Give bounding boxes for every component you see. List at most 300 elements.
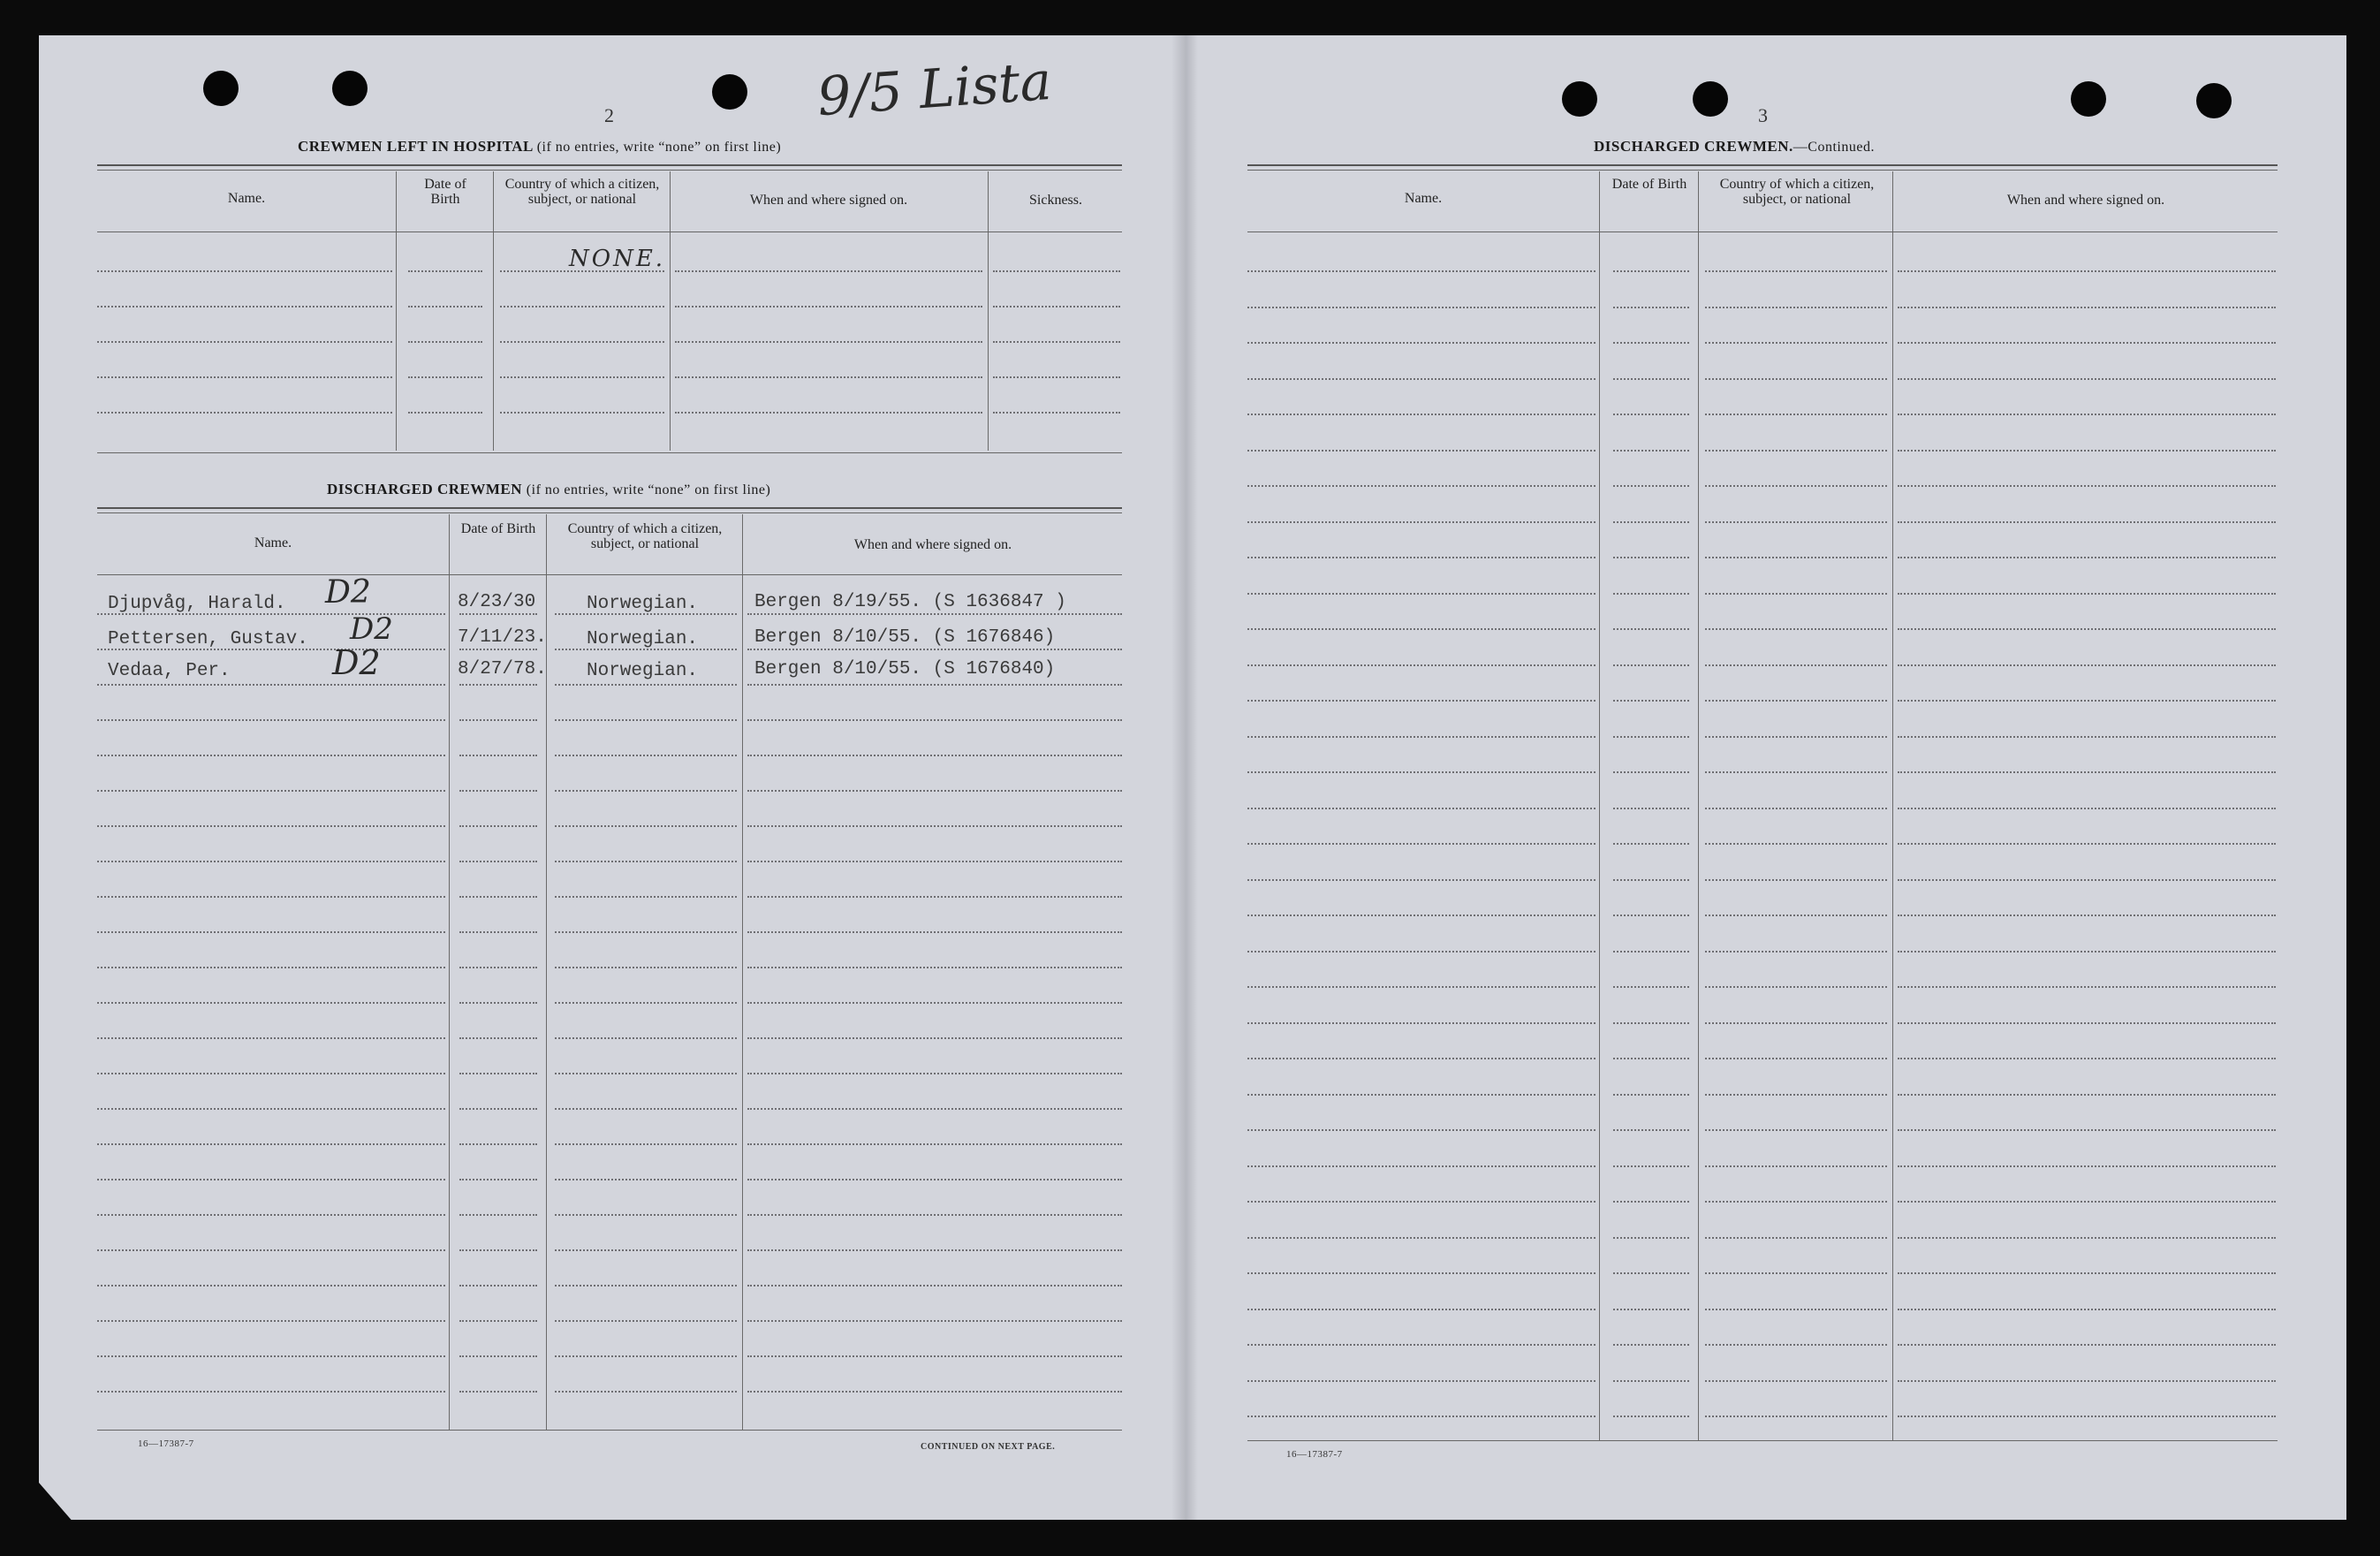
discharged-ruled-line: [97, 1214, 445, 1216]
right-col-divider: [1698, 171, 1699, 1440]
discharged-header-dob: Date of Birth: [460, 521, 536, 536]
right-col-divider: [1892, 171, 1893, 1440]
right-header-signed-on: When and where signed on.: [2006, 193, 2165, 208]
discharged-ruled-line: [747, 1214, 1122, 1216]
discharged-ruled-line: [97, 931, 445, 933]
right-ruled-line: [1898, 1272, 2276, 1274]
hospital-section-title: CREWMEN LEFT IN HOSPITAL (if no entries, write “none” on first line): [298, 138, 782, 155]
right-ruled-line: [1247, 414, 1596, 415]
right-ruled-line: [1705, 342, 1887, 344]
discharged-ruled-line: [459, 1179, 537, 1180]
punch-hole: [2071, 81, 2106, 117]
right-ruled-line: [1898, 1022, 2276, 1024]
right-ruled-line: [1705, 1416, 1887, 1417]
right-ruled-line: [1705, 593, 1887, 595]
discharged-ruled-line: [555, 1073, 737, 1074]
right-ruled-line: [1613, 628, 1689, 630]
discharged-ruled-line: [555, 1320, 737, 1322]
discharged-ruled-line: [555, 790, 737, 792]
discharged-ruled-line: [747, 1179, 1122, 1180]
right-ruled-line: [1613, 557, 1689, 558]
right-ruled-line: [1613, 951, 1689, 953]
right-ruled-line: [1247, 1416, 1596, 1417]
continued-note: CONTINUED ON NEXT PAGE.: [921, 1442, 1056, 1452]
right-ruled-line: [1705, 378, 1887, 380]
crew-row-3-mark: D2: [332, 643, 381, 682]
discharged-ruled-line: [97, 1320, 445, 1322]
discharged-ruled-line: [555, 1179, 737, 1180]
right-ruled-line: [1613, 808, 1689, 809]
discharged-header-rule: [97, 574, 1122, 575]
right-ruled-line: [1247, 485, 1596, 487]
right-top-rule: [1247, 164, 2278, 166]
right-ruled-line: [1247, 1380, 1596, 1382]
discharged-ruled-line: [459, 755, 537, 756]
right-ruled-line: [1898, 700, 2276, 702]
right-ruled-line: [1705, 771, 1887, 773]
right-ruled-line: [1247, 378, 1596, 380]
right-ruled-line: [1247, 736, 1596, 738]
discharged-ruled-line: [747, 684, 1122, 686]
hospital-ruled-line: [97, 376, 392, 378]
hospital-ruled-line: [500, 306, 664, 307]
right-ruled-line: [1613, 270, 1689, 272]
right-ruled-line: [1247, 1022, 1596, 1024]
right-ruled-line: [1705, 700, 1887, 702]
discharged-ruled-line: [555, 1355, 737, 1357]
discharged-ruled-line: [555, 1285, 737, 1287]
right-ruled-line: [1705, 521, 1887, 523]
right-ruled-line: [1898, 1058, 2276, 1059]
right-ruled-line: [1898, 1201, 2276, 1203]
discharged-ruled-line: [555, 1143, 737, 1145]
hospital-top-rule-2: [97, 170, 1122, 171]
hospital-col-divider: [396, 171, 397, 451]
right-ruled-line: [1898, 593, 2276, 595]
discharged-ruled-line: [97, 967, 445, 968]
discharged-col-divider: [449, 514, 450, 1430]
hospital-ruled-line: [993, 376, 1120, 378]
right-ruled-line: [1705, 915, 1887, 916]
discharged-ruled-line: [97, 1108, 445, 1110]
discharged-ruled-line: [747, 1002, 1122, 1004]
discharged-top-rule: [97, 507, 1122, 509]
page-number-left: 2: [604, 104, 614, 126]
right-ruled-line: [1898, 879, 2276, 881]
discharged-ruled-line: [555, 1391, 737, 1393]
discharged-ruled-line: [97, 1179, 445, 1180]
hospital-ruled-line: [675, 412, 982, 414]
discharged-ruled-line: [555, 1249, 737, 1251]
discharged-ruled-line: [747, 755, 1122, 756]
hospital-ruled-line: [500, 341, 664, 343]
discharged-ruled-line: [459, 790, 537, 792]
discharged-col-divider: [742, 514, 743, 1430]
discharged-ruled-line: [459, 1391, 537, 1393]
right-ruled-line: [1705, 628, 1887, 630]
punch-hole: [332, 71, 368, 106]
right-ruled-line: [1247, 342, 1596, 344]
right-ruled-line: [1613, 1058, 1689, 1059]
right-ruled-line: [1613, 1309, 1689, 1310]
right-ruled-line: [1705, 736, 1887, 738]
discharged-ruled-line: [747, 1320, 1122, 1322]
crew-row-3-name: Vedaa, Per.: [108, 661, 231, 681]
crew-row-1-dob: 8/23/30: [458, 592, 536, 612]
right-ruled-line: [1898, 1309, 2276, 1310]
discharged-ruled-line: [97, 1285, 445, 1287]
discharged-header-name: Name.: [254, 535, 292, 550]
right-col-divider: [1599, 171, 1600, 1440]
right-ruled-line: [1705, 485, 1887, 487]
hospital-none-entry: NONE.: [569, 246, 666, 272]
crew-row-1-mark: D2: [325, 574, 371, 611]
discharged-ruled-line: [459, 1355, 537, 1357]
discharged-ruled-line: [747, 649, 1122, 650]
discharged-ruled-line: [97, 825, 445, 827]
punch-hole: [1693, 81, 1728, 117]
discharged-ruled-line: [555, 825, 737, 827]
discharged-ruled-line: [459, 613, 537, 615]
right-ruled-line: [1613, 1094, 1689, 1096]
discharged-ruled-line: [747, 613, 1122, 615]
right-ruled-line: [1898, 986, 2276, 988]
hospital-header-signed-on: When and where signed on.: [749, 193, 908, 208]
right-ruled-line: [1898, 915, 2276, 916]
right-ruled-line: [1247, 1094, 1596, 1096]
right-ruled-line: [1613, 307, 1689, 308]
discharged-ruled-line: [747, 967, 1122, 968]
crew-row-1-name: Djupvåg, Harald.: [108, 594, 286, 614]
discharged-ruled-line: [459, 1320, 537, 1322]
right-header-name: Name.: [1404, 191, 1443, 206]
discharged-ruled-line: [97, 1391, 445, 1393]
discharged-ruled-line: [555, 719, 737, 721]
right-ruled-line: [1705, 270, 1887, 272]
right-ruled-line: [1613, 771, 1689, 773]
right-ruled-line: [1705, 557, 1887, 558]
discharged-ruled-line: [459, 896, 537, 898]
right-ruled-line: [1613, 1165, 1689, 1167]
right-ruled-line: [1898, 736, 2276, 738]
discharged-ruled-line: [97, 790, 445, 792]
discharged-ruled-line: [555, 684, 737, 686]
right-ruled-line: [1705, 879, 1887, 881]
punch-hole: [2196, 83, 2232, 118]
crew-row-2-dob: 7/11/23.: [458, 627, 547, 648]
hospital-ruled-line: [993, 412, 1120, 414]
hospital-col-divider: [493, 171, 494, 451]
right-ruled-line: [1613, 1380, 1689, 1382]
right-ruled-line: [1705, 1058, 1887, 1059]
discharged-ruled-line: [97, 1037, 445, 1039]
right-ruled-line: [1705, 1309, 1887, 1310]
right-ruled-line: [1613, 485, 1689, 487]
discharged-ruled-line: [459, 649, 537, 650]
discharged-top-rule-2: [97, 512, 1122, 513]
right-ruled-line: [1705, 1344, 1887, 1346]
discharged-ruled-line: [747, 825, 1122, 827]
discharged-ruled-line: [747, 1108, 1122, 1110]
discharged-ruled-line: [459, 684, 537, 686]
discharged-ruled-line: [459, 967, 537, 968]
right-ruled-line: [1613, 1237, 1689, 1239]
right-ruled-line: [1613, 736, 1689, 738]
right-header-dob: Date of Birth: [1611, 177, 1687, 192]
discharged-ruled-line: [97, 755, 445, 756]
hospital-header-country: Country of which a citizen, subject, or national: [504, 177, 660, 207]
discharged-ruled-line: [459, 1143, 537, 1145]
right-ruled-line: [1613, 843, 1689, 845]
right-ruled-line: [1247, 951, 1596, 953]
handwritten-annotation: 9/5 Lista: [815, 49, 1054, 129]
discharged-ruled-line: [97, 896, 445, 898]
right-ruled-line: [1705, 307, 1887, 308]
discharged-ruled-line: [747, 1037, 1122, 1039]
discharged-ruled-line: [459, 1285, 537, 1287]
right-ruled-line: [1705, 1129, 1887, 1131]
right-ruled-line: [1898, 1344, 2276, 1346]
right-ruled-line: [1247, 557, 1596, 558]
discharged-ruled-line: [97, 1355, 445, 1357]
discharged-ruled-line: [97, 861, 445, 862]
right-ruled-line: [1898, 1237, 2276, 1239]
right-ruled-line: [1705, 450, 1887, 452]
discharged-ruled-line: [747, 861, 1122, 862]
discharged-col-divider: [546, 514, 547, 1430]
right-ruled-line: [1613, 1344, 1689, 1346]
right-ruled-line: [1898, 771, 2276, 773]
discharged-ruled-line: [459, 1037, 537, 1039]
right-ruled-line: [1705, 808, 1887, 809]
discharged-ruled-line: [555, 1214, 737, 1216]
right-ruled-line: [1705, 1201, 1887, 1203]
hospital-ruled-line: [675, 306, 982, 307]
punch-hole: [203, 71, 239, 106]
right-ruled-line: [1613, 915, 1689, 916]
hospital-ruled-line: [993, 306, 1120, 307]
right-ruled-line: [1898, 270, 2276, 272]
hospital-ruled-line: [500, 412, 664, 414]
punch-hole: [712, 74, 747, 110]
right-ruled-line: [1247, 915, 1596, 916]
right-ruled-line: [1898, 1094, 2276, 1096]
right-ruled-line: [1705, 664, 1887, 666]
right-ruled-line: [1247, 1237, 1596, 1239]
crew-row-2-signed-on: Bergen 8/10/55. (S 1676846): [754, 627, 1056, 648]
right-ruled-line: [1898, 414, 2276, 415]
hospital-ruled-line: [408, 306, 482, 307]
right-ruled-line: [1898, 450, 2276, 452]
right-ruled-line: [1613, 1022, 1689, 1024]
discharged-ruled-line: [747, 1285, 1122, 1287]
right-ruled-line: [1898, 808, 2276, 809]
right-ruled-line: [1705, 1380, 1887, 1382]
discharged-ruled-line: [459, 719, 537, 721]
right-ruled-line: [1898, 378, 2276, 380]
right-ruled-line: [1898, 628, 2276, 630]
hospital-ruled-line: [675, 341, 982, 343]
discharged-ruled-line: [97, 1143, 445, 1145]
crew-row-2-mark: D2: [350, 611, 393, 647]
right-ruled-line: [1247, 1058, 1596, 1059]
right-header-country: Country of which a citizen, subject, or national: [1719, 177, 1875, 207]
hospital-header-dob: Date of Birth: [424, 177, 466, 207]
discharged-ruled-line: [747, 931, 1122, 933]
right-ruled-line: [1613, 450, 1689, 452]
right-ruled-line: [1898, 1165, 2276, 1167]
discharged-ruled-line: [97, 1249, 445, 1251]
hospital-top-rule: [97, 164, 1122, 166]
discharged-ruled-line: [555, 1108, 737, 1110]
right-ruled-line: [1247, 879, 1596, 881]
right-ruled-line: [1247, 1344, 1596, 1346]
hospital-ruled-line: [993, 270, 1120, 272]
right-ruled-line: [1247, 1201, 1596, 1203]
right-ruled-line: [1898, 1129, 2276, 1131]
right-ruled-line: [1898, 521, 2276, 523]
discharged-ruled-line: [459, 1002, 537, 1004]
discharged-ruled-line: [97, 719, 445, 721]
hospital-ruled-line: [97, 306, 392, 307]
hospital-ruled-line: [408, 412, 482, 414]
crew-row-2-name: Pettersen, Gustav.: [108, 629, 308, 649]
hospital-ruled-line: [97, 341, 392, 343]
punch-hole: [1562, 81, 1597, 117]
hospital-col-divider: [670, 171, 671, 451]
right-ruled-line: [1613, 342, 1689, 344]
right-ruled-line: [1705, 843, 1887, 845]
right-ruled-line: [1247, 521, 1596, 523]
right-ruled-line: [1247, 450, 1596, 452]
right-ruled-line: [1247, 1272, 1596, 1274]
discharged-bottom-rule: [97, 1430, 1122, 1431]
right-ruled-line: [1705, 1272, 1887, 1274]
hospital-ruled-line: [408, 341, 482, 343]
right-ruled-line: [1247, 307, 1596, 308]
right-ruled-line: [1247, 843, 1596, 845]
right-ruled-line: [1247, 808, 1596, 809]
crew-row-1-country: Norwegian.: [587, 594, 699, 614]
discharged-ruled-line: [747, 719, 1122, 721]
hospital-ruled-line: [993, 341, 1120, 343]
right-ruled-line: [1247, 1165, 1596, 1167]
right-ruled-line: [1613, 1272, 1689, 1274]
discharged-ruled-line: [555, 1037, 737, 1039]
hospital-ruled-line: [675, 376, 982, 378]
crew-row-2-country: Norwegian.: [587, 629, 699, 649]
right-ruled-line: [1705, 951, 1887, 953]
right-ruled-line: [1247, 700, 1596, 702]
right-ruled-line: [1613, 521, 1689, 523]
discharged-ruled-line: [459, 1214, 537, 1216]
right-ruled-line: [1898, 307, 2276, 308]
form-number-right: 16—17387-7: [1286, 1449, 1343, 1460]
discharged-ruled-line: [555, 755, 737, 756]
right-ruled-line: [1898, 1416, 2276, 1417]
right-ruled-line: [1898, 557, 2276, 558]
right-ruled-line: [1247, 771, 1596, 773]
discharged-ruled-line: [459, 825, 537, 827]
right-ruled-line: [1613, 1416, 1689, 1417]
discharged-ruled-line: [555, 861, 737, 862]
right-ruled-line: [1613, 664, 1689, 666]
right-ruled-line: [1613, 414, 1689, 415]
right-bottom-rule: [1247, 1440, 2278, 1441]
right-ruled-line: [1613, 1201, 1689, 1203]
discharged-ruled-line: [459, 1249, 537, 1251]
discharged-ruled-line: [747, 1355, 1122, 1357]
crew-row-3-country: Norwegian.: [587, 661, 699, 681]
form-number-left: 16—17387-7: [138, 1438, 194, 1449]
hospital-bottom-rule: [97, 452, 1122, 453]
discharged-ruled-line: [747, 1143, 1122, 1145]
hospital-header-name: Name.: [227, 191, 266, 206]
discharged-ruled-line: [555, 931, 737, 933]
right-ruled-line: [1705, 1094, 1887, 1096]
right-ruled-line: [1247, 664, 1596, 666]
discharged-ruled-line: [459, 1073, 537, 1074]
discharged-ruled-line: [555, 896, 737, 898]
right-ruled-line: [1898, 664, 2276, 666]
crew-row-3-dob: 8/27/78.: [458, 659, 547, 679]
right-ruled-line: [1898, 1380, 2276, 1382]
hospital-ruled-line: [97, 270, 392, 272]
right-ruled-line: [1613, 593, 1689, 595]
right-ruled-line: [1705, 414, 1887, 415]
discharged-header-country: Country of which a citizen, subject, or national: [567, 521, 723, 551]
right-ruled-line: [1898, 951, 2276, 953]
right-ruled-line: [1705, 986, 1887, 988]
hospital-header-sickness: Sickness.: [1029, 193, 1082, 208]
discharged-ruled-line: [747, 1249, 1122, 1251]
crew-row-3-signed-on: Bergen 8/10/55. (S 1676840): [754, 659, 1056, 679]
right-ruled-line: [1247, 1309, 1596, 1310]
hospital-ruled-line: [500, 376, 664, 378]
discharged-ruled-line: [747, 896, 1122, 898]
right-ruled-line: [1898, 485, 2276, 487]
discharged-ruled-line: [747, 790, 1122, 792]
discharged-ruled-line: [459, 861, 537, 862]
right-ruled-line: [1613, 700, 1689, 702]
right-ruled-line: [1247, 628, 1596, 630]
right-ruled-line: [1247, 1129, 1596, 1131]
discharged-ruled-line: [747, 1391, 1122, 1393]
discharged-header-signed-on: When and where signed on.: [853, 537, 1012, 552]
right-ruled-line: [1613, 986, 1689, 988]
hospital-ruled-line: [675, 270, 982, 272]
right-ruled-line: [1898, 843, 2276, 845]
discharged-ruled-line: [555, 967, 737, 968]
right-ruled-line: [1613, 378, 1689, 380]
right-section-title: DISCHARGED CREWMEN.—Continued.: [1594, 138, 1875, 155]
center-fold: [1171, 35, 1198, 1520]
right-top-rule-2: [1247, 170, 2278, 171]
discharged-ruled-line: [97, 1073, 445, 1074]
discharged-ruled-line: [555, 1002, 737, 1004]
right-ruled-line: [1247, 593, 1596, 595]
hospital-ruled-line: [97, 412, 392, 414]
discharged-ruled-line: [97, 1002, 445, 1004]
right-ruled-line: [1705, 1237, 1887, 1239]
right-ruled-line: [1898, 342, 2276, 344]
right-ruled-line: [1247, 270, 1596, 272]
right-ruled-line: [1613, 879, 1689, 881]
discharged-ruled-line: [97, 684, 445, 686]
hospital-ruled-line: [408, 376, 482, 378]
discharged-ruled-line: [459, 1108, 537, 1110]
right-ruled-line: [1705, 1022, 1887, 1024]
